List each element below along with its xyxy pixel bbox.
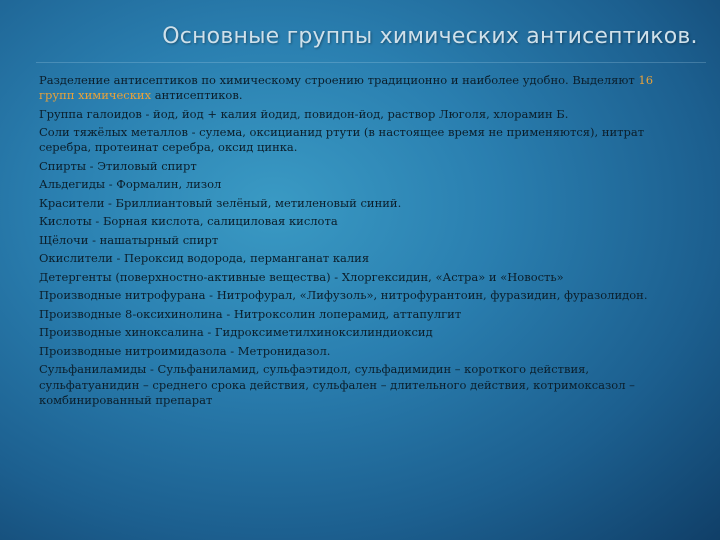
paragraph-oxyquinolines: Производные 8-оксихинолина - Нитроксолин лоперамид, аттапулгит (39, 306, 462, 321)
paragraph-alkalis: Щёлочи - нашатырный спирт (39, 232, 219, 247)
paragraph-heavy-metals: Соли тяжёлых металлов - сулема, оксицианид ртути (в настоящее время не применяются), нитрат серебра, протеинат серебра, оксид цинка. (39, 125, 645, 155)
intro-highlight: 16 групп химических (39, 73, 654, 103)
paragraph-acids: Кислоты - Борная кислота, салициловая кислота (39, 214, 338, 229)
paragraph-halides: Группа галоидов - йод, йод + калия йодид, повидон-йод, раствор Люголя, хлорамин Б. (39, 106, 569, 121)
intro-text-before: Разделение антисептиков по химическому строению традиционно и наиболее удобно. Выделяют (39, 73, 639, 87)
title-divider (36, 62, 706, 63)
paragraph-dyes: Красители - Бриллиантовый зелёный, метиленовый синий. (39, 195, 402, 210)
paragraph-alcohols: Спирты - Этиловый спирт (39, 158, 197, 173)
paragraph-detergents: Детергенты (поверхностно-активные вещества) - Хлоргексидин, «Астра» и «Новость» (39, 269, 564, 284)
slide-title: Основные группы химических антисептиков. (162, 24, 698, 49)
paragraph-sulfonamides: Сульфаниламиды - Сульфаниламид, сульфаэтидол, сульфадимидин – короткого действия, сульфатуанидин – среднего срока действия, сульфален – длительного действия, котримоксазол – комбинированный препарат (39, 362, 635, 407)
paragraph-oxidizers: Окислители - Пероксид водорода, перманганат калия (39, 251, 370, 266)
paragraph-quinoxalines: Производные хиноксалина - Гидроксиметилхиноксилиндиоксид (39, 325, 433, 340)
slide-body (39, 73, 691, 411)
paragraph-aldehydes: Альдегиды - Формалин, лизол (39, 177, 222, 192)
paragraph-intro (39, 73, 691, 103)
paragraph-nitroimidazoles: Производные нитроимидазола - Метронидазол. (39, 343, 331, 358)
paragraph-nitrofurans: Производные нитрофурана - Нитрофурал, «Лифузоль», нитрофурантоин, фуразидин, фуразолидон. (39, 288, 648, 303)
intro-text-after: антисептиков. (151, 88, 243, 103)
